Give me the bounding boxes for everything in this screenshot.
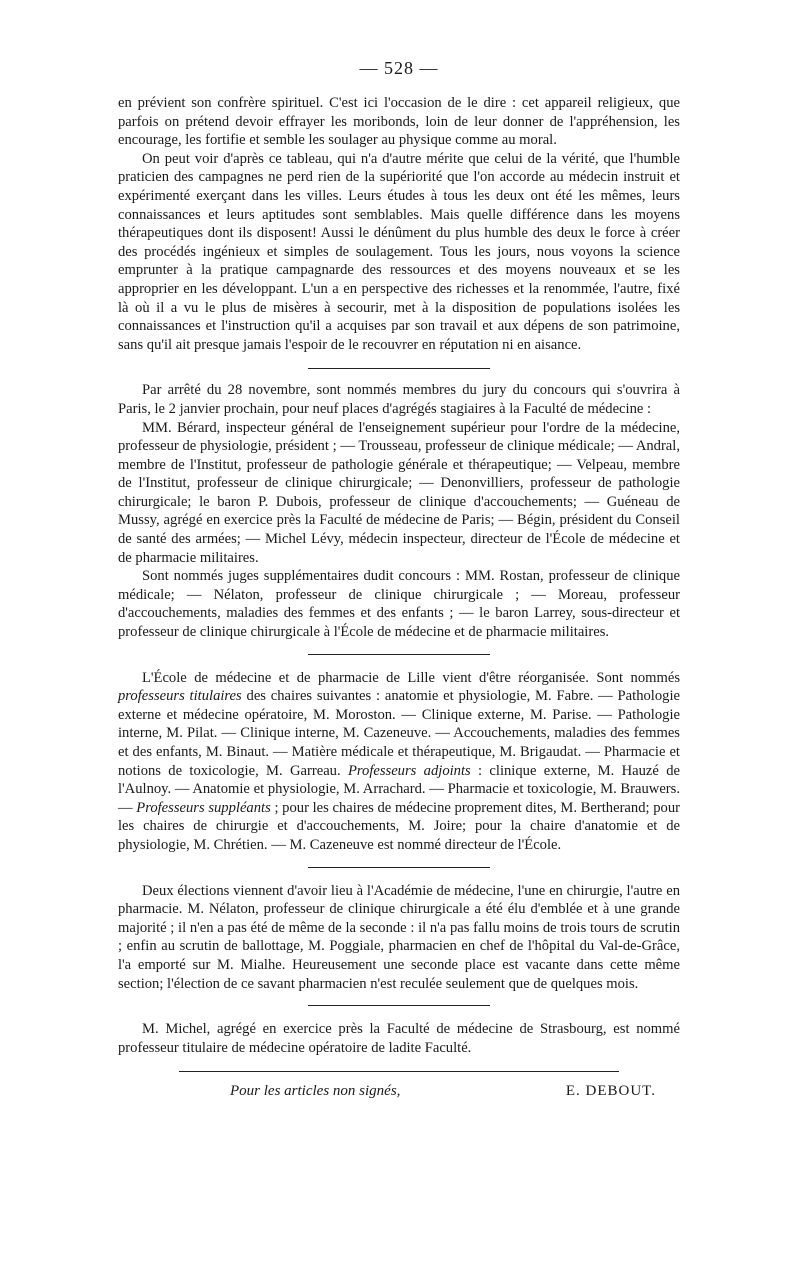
academie-paragraph: Deux élections viennent d'avoir lieu à l'Académie de médecine, l'une en chirurgie, l'autre en pharmacie. M. Nélaton, professeur de clinique chirurgicale a été élu d'emblée et à une grande majorité ; il n'en a pas été de même de la seconde : il n'a pas fallu moins de trois tours de scrutin ; enfin au scrutin de ballottage, M. Poggiale, pharmacien en chef de l'hôpital du Val-de-Grâce, l'a emporté sur M. Mialhe. Heureusement une seconde place est vacante dans cette même section; l'élection de ce savant pharmacien n'est reculée seulement que de quelques mois. xyxy=(118,882,680,992)
lille-em-2: Professeurs adjoints xyxy=(347,762,471,779)
lille-em-1: professeurs titulaires xyxy=(118,688,242,705)
editor-signature: E. DEBOUT. xyxy=(565,1083,656,1100)
paragraph-1: en prévient son confrère spirituel. C'est ici l'occasion de le dire : cet appareil religieux, que parfois on prétend devoir effrayer les moribonds, loin de leur donner de l'appréhension, les encourage, les fortifie et semble les soulager au physique comme au moral. xyxy=(118,95,680,149)
lille-paragraph xyxy=(118,669,680,855)
footer-note: Pour les articles non signés, xyxy=(230,1083,401,1100)
lille-text-1: L'École de médecine et de pharmacie de Lille vient d'être réorganisée. Sont nommés xyxy=(142,669,680,686)
michel-paragraph: M. Michel, agrégé en exercice près la Faculté de médecine de Strasbourg, est nommé professeur titulaire de médecine opératoire de ladite Faculté. xyxy=(118,1021,680,1056)
lille-text-3: : clinique externe, M. Hauzé de l'Aulnoy. — Anatomie et physiologie, M. Arrachard. — Pharmacie et toxicologie, M. Brauwers. — xyxy=(118,762,680,816)
page-number: — 528 — xyxy=(359,58,439,78)
jury-members: MM. Bérard, inspecteur général de l'enseignement supérieur pour l'ordre de la médecine, professeur de physiologie, président ; — Trousseau, professeur de clinique médicale; — Andral, membre de l'Institut, professeur de pathologie générale et thérapeutique; — Velpeau, membre de l'Institut, professeur de clinique chirurgicale; — Denonvilliers, professeur de pathologie chirurgicale; le baron P. Dubois, professeur de clinique d'accouchements; — Guéneau de Mussy, agrégé en exercice près la Faculté de médecine de Paris; — Bégin, président du Conseil de santé des armées; — Michel Lévy, médecin inspecteur, directeur de l'École de médecine et de pharmacie militaires. xyxy=(118,419,680,566)
document-page xyxy=(118,58,680,1101)
section-divider xyxy=(308,368,490,369)
lille-em-3: Professeurs suppléants xyxy=(136,799,271,816)
section-divider xyxy=(308,1005,490,1006)
lille-text-2: des chaires suivantes : anatomie et physiologie, M. Fabre. — Pathologie externe et médecine opératoire, M. Moroston. — Clinique externe, M. Parise. — Pathologie interne, M. Pilat. — Clinique interne, M. Cazeneuve. — Accouchements, maladies des femmes et des enfants, M. Binaut. — Matière médicale et thérapeutique, M. Brigaudat. — Pharmacie et notions de toxicologie, M. Garreau. xyxy=(118,688,680,779)
footer-divider xyxy=(179,1071,619,1072)
lille-text-4: ; pour les chaires de médecine proprement dites, M. Bertherand; pour les chaires de chirurgie et d'accouchements, M. Joire; pour la chaire d'anatomie et de physiologie, M. Chrétien. — M. Cazeneuve est nommé directeur de l'École. xyxy=(118,799,680,853)
footer xyxy=(118,1082,680,1101)
section-divider xyxy=(308,654,490,655)
section-divider xyxy=(308,867,490,868)
jury-intro: Par arrêté du 28 novembre, sont nommés membres du jury du concours qui s'ouvrira à Paris, le 2 janvier prochain, pour neuf places d'agrégés stagiaires à la Faculté de médecine : xyxy=(118,382,680,417)
paragraph-2: On peut voir d'après ce tableau, qui n'a d'autre mérite que celui de la vérité, que l'humble praticien des campagnes ne perd rien de la supériorité que l'on accorde au médecin instruit et expérimenté exerçant dans les villes. Leurs études à tous les deux ont été les mêmes, leurs connaissances et leurs aptitudes sont semblables. Mais quelle différence dans les moyens thérapeutiques dont ils disposent! Aussi le dénûment du plus humble des deux le force à créer des procédés ingénieux et simples de soulagement. Tous les jours, nous voyons la science emprunter à la pratique campagnarde des ressources et des moyens nouveaux et se les approprier en les développant. L'un a en perspective des richesses et la renommée, l'autre, fixé là où il a vu le plus de misères à secourir, met à la disposition de populations isolées les connaissances et l'instruction qu'il a acquises par son travail et aux dépens de son patrimoine, sans qu'il ait presque jamais l'espoir de le recouvrer en réputation ni en aisance. xyxy=(118,150,680,353)
jury-supplementary: Sont nommés juges supplémentaires dudit concours : MM. Rostan, professeur de clinique médicale; — Nélaton, professeur de clinique chirurgicale ; — Moreau, professeur d'accouchements, maladies des femmes et des enfants ; — le baron Larrey, sous-directeur et professeur de clinique chirurgicale à l'École de médecine et de pharmacie militaires. xyxy=(118,568,680,641)
